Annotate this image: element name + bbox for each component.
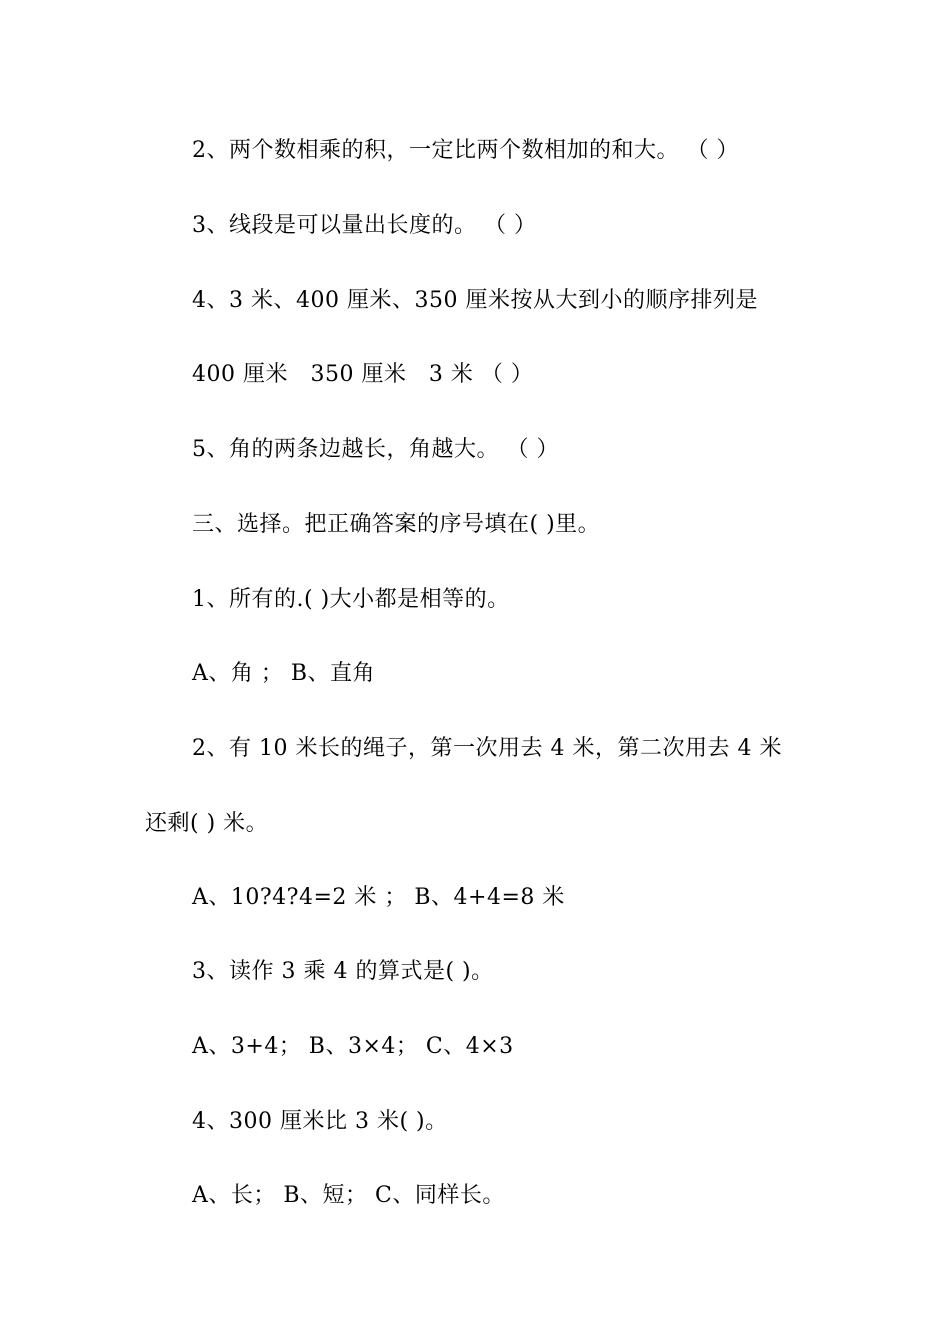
choice-options-1: A、角 ； B、直角 bbox=[192, 661, 376, 686]
judgment-item-4: 4、3 米、400 厘米、350 厘米按从大到小的顺序排列是 bbox=[192, 288, 758, 313]
choice-options-4: A、长； B、短； C、同样长。 bbox=[192, 1183, 505, 1208]
section-heading-choice: 三、选择。把正确答案的序号填在( )里。 bbox=[192, 512, 601, 537]
judgment-item-2: 2、两个数相乘的积，一定比两个数相加的和大。 （ ） bbox=[192, 138, 739, 163]
judgment-item-3: 3、线段是可以量出长度的。 （ ） bbox=[192, 213, 537, 238]
choice-question-2: 2、有 10 米长的绳子，第一次用去 4 米，第二次用去 4 米 bbox=[192, 736, 782, 761]
choice-options-2: A、10?4?4=2 米 ； B、4+4=8 米 bbox=[192, 885, 565, 910]
choice-question-1: 1、所有的.( )大小都是相等的。 bbox=[192, 587, 510, 612]
choice-question-2-continuation: 还剩( ) 米。 bbox=[145, 811, 269, 836]
judgment-item-5: 5、角的两条边越长，角越大。 （ ） bbox=[192, 437, 559, 462]
choice-question-3: 3、读作 3 乘 4 的算式是( )。 bbox=[192, 959, 494, 984]
choice-question-4: 4、300 厘米比 3 米( )。 bbox=[192, 1109, 448, 1134]
judgment-item-4-continuation: 400 厘米 350 厘米 3 米 （ ） bbox=[192, 362, 534, 387]
choice-options-3: A、3+4； B、3×4； C、4×3 bbox=[192, 1034, 514, 1059]
